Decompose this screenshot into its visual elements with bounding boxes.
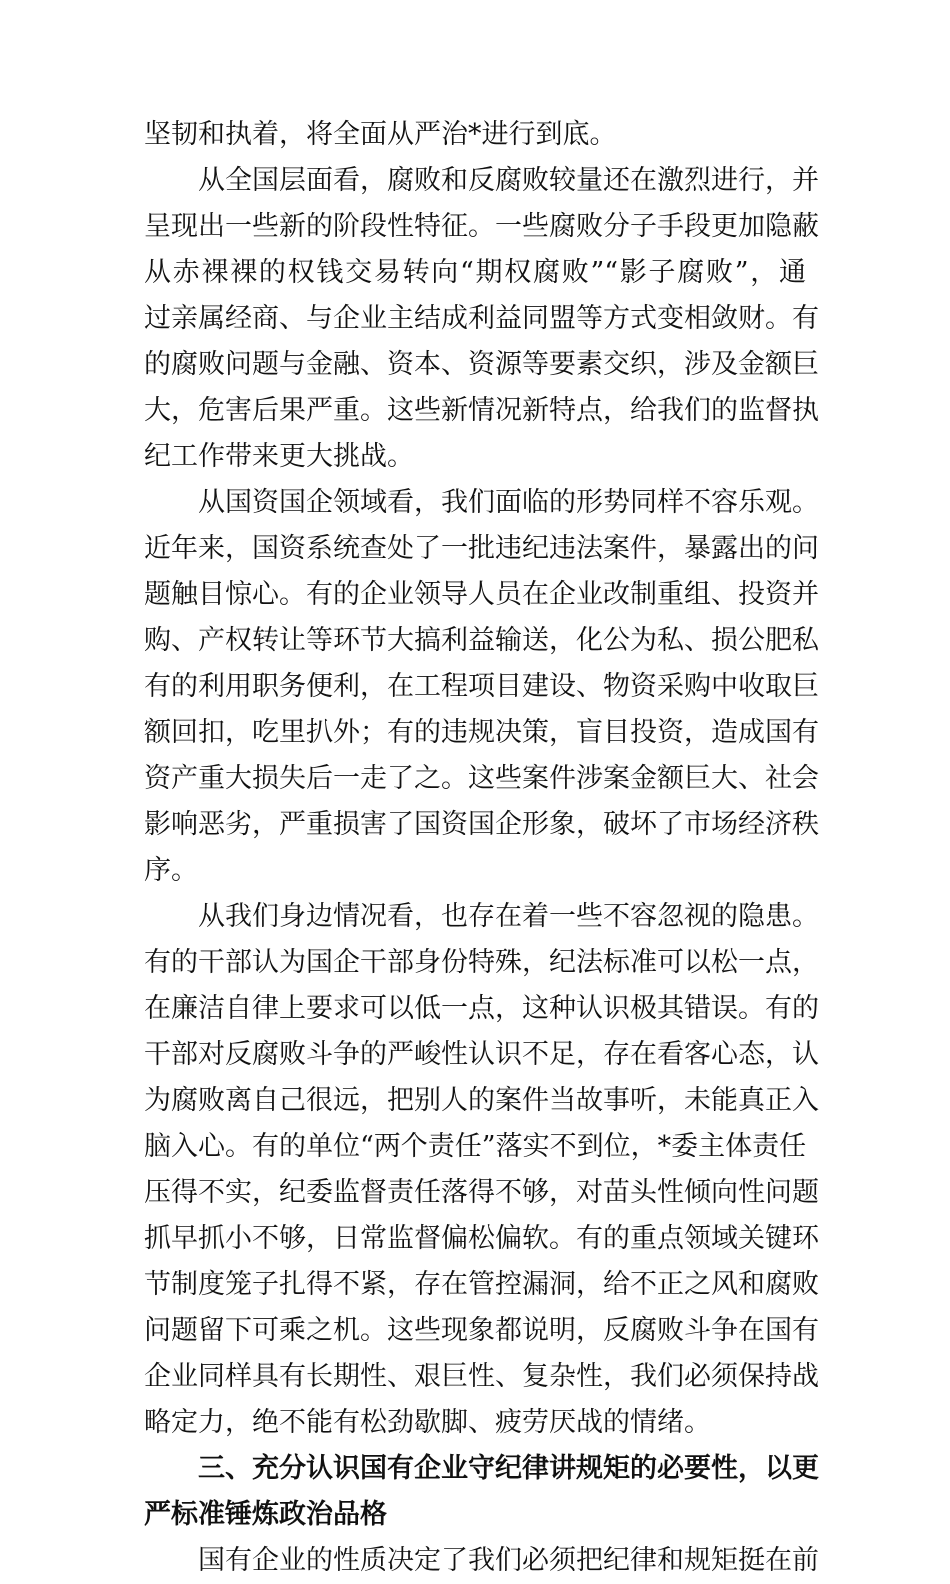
- text-line: 近年来，国资系统查处了一批违纪违法案件，暴露出的问: [144, 533, 819, 564]
- text-line: 在廉洁自律上要求可以低一点，这种认识极其错误。有的: [144, 993, 819, 1024]
- text-line: 问题留下可乘之机。这些现象都说明，反腐败斗争在国有: [144, 1315, 819, 1346]
- text-line: 抓早抓小不够，日常监督偏松偏软。有的重点领域关键环: [144, 1223, 819, 1254]
- text-line: 干部对反腐败斗争的严峻性认识不足，存在看客心态，认: [144, 1039, 819, 1070]
- text-line: 的腐败问题与金融、资本、资源等要素交织，涉及金额巨: [144, 349, 819, 380]
- text-line: 为腐败离自己很远，把别人的案件当故事听，未能真正入: [144, 1085, 819, 1116]
- text-line: 影响恶劣，严重损害了国资国企形象，破坏了市场经济秩: [144, 809, 819, 840]
- text-line: 有的干部认为国企干部身份特殊，纪法标准可以松一点，: [144, 947, 819, 978]
- text-line: 过亲属经商、与企业主结成利益同盟等方式变相敛财。有: [144, 303, 819, 334]
- text-line: 资产重大损失后一走了之。这些案件涉案金额巨大、社会: [144, 763, 819, 794]
- text-line: 从国资国企领域看，我们面临的形势同样不容乐观。: [198, 487, 819, 518]
- heading-line: 三、充分认识国有企业守纪律讲规矩的必要性，以更: [198, 1453, 819, 1484]
- document-page: [144, 112, 819, 1584]
- text-line: 节制度笼子扎得不紧，存在管控漏洞，给不正之风和腐败: [144, 1269, 819, 1300]
- section-heading: [144, 1446, 819, 1538]
- text-line: 题触目惊心。有的企业领导人员在企业改制重组、投资并: [144, 579, 819, 610]
- text-line: 序。: [144, 855, 198, 886]
- text-line: 企业同样具有长期性、艰巨性、复杂性，我们必须保持战: [144, 1361, 819, 1392]
- text-line: 坚韧和执着，将全面从严治*进行到底。: [144, 119, 617, 150]
- paragraph-national-level: [144, 158, 819, 480]
- text-line: 从赤裸裸的权钱交易转向“期权腐败”“影子腐败”，通: [144, 257, 806, 288]
- text-line: 从全国层面看，腐败和反腐败较量还在激烈进行，并: [198, 165, 819, 196]
- paragraph-our-situation: [144, 894, 819, 1446]
- paragraph-final: [144, 1538, 819, 1584]
- text-line: 额回扣，吃里扒外；有的违规决策，盲目投资，造成国有: [144, 717, 819, 748]
- text-line: 从我们身边情况看，也存在着一些不容忽视的隐患。: [198, 901, 819, 932]
- text-line: 略定力，绝不能有松劲歇脚、疲劳厌战的情绪。: [144, 1407, 711, 1438]
- text-line: 压得不实，纪委监督责任落得不够，对苗头性倾向性问题: [144, 1177, 819, 1208]
- text-line: 购、产权转让等环节大搞利益输送，化公为私、损公肥私: [144, 625, 819, 656]
- text-line: 大，危害后果严重。这些新情况新特点，给我们的监督执: [144, 395, 819, 426]
- paragraph-continuation: [144, 112, 806, 158]
- text-line: 脑入心。有的单位“两个责任”落实不到位，*委主体责任: [144, 1131, 807, 1162]
- text-line: 呈现出一些新的阶段性特征。一些腐败分子手段更加隐蔽: [144, 211, 819, 242]
- paragraph-state-enterprise: [144, 480, 819, 894]
- heading-line: 严标准锤炼政治品格: [144, 1499, 387, 1530]
- text-line: 纪工作带来更大挑战。: [144, 441, 414, 472]
- text-line: 有的利用职务便利，在工程项目建设、物资采购中收取巨: [144, 671, 819, 702]
- text-line: 国有企业的性质决定了我们必须把纪律和规矩挺在前: [198, 1545, 819, 1576]
